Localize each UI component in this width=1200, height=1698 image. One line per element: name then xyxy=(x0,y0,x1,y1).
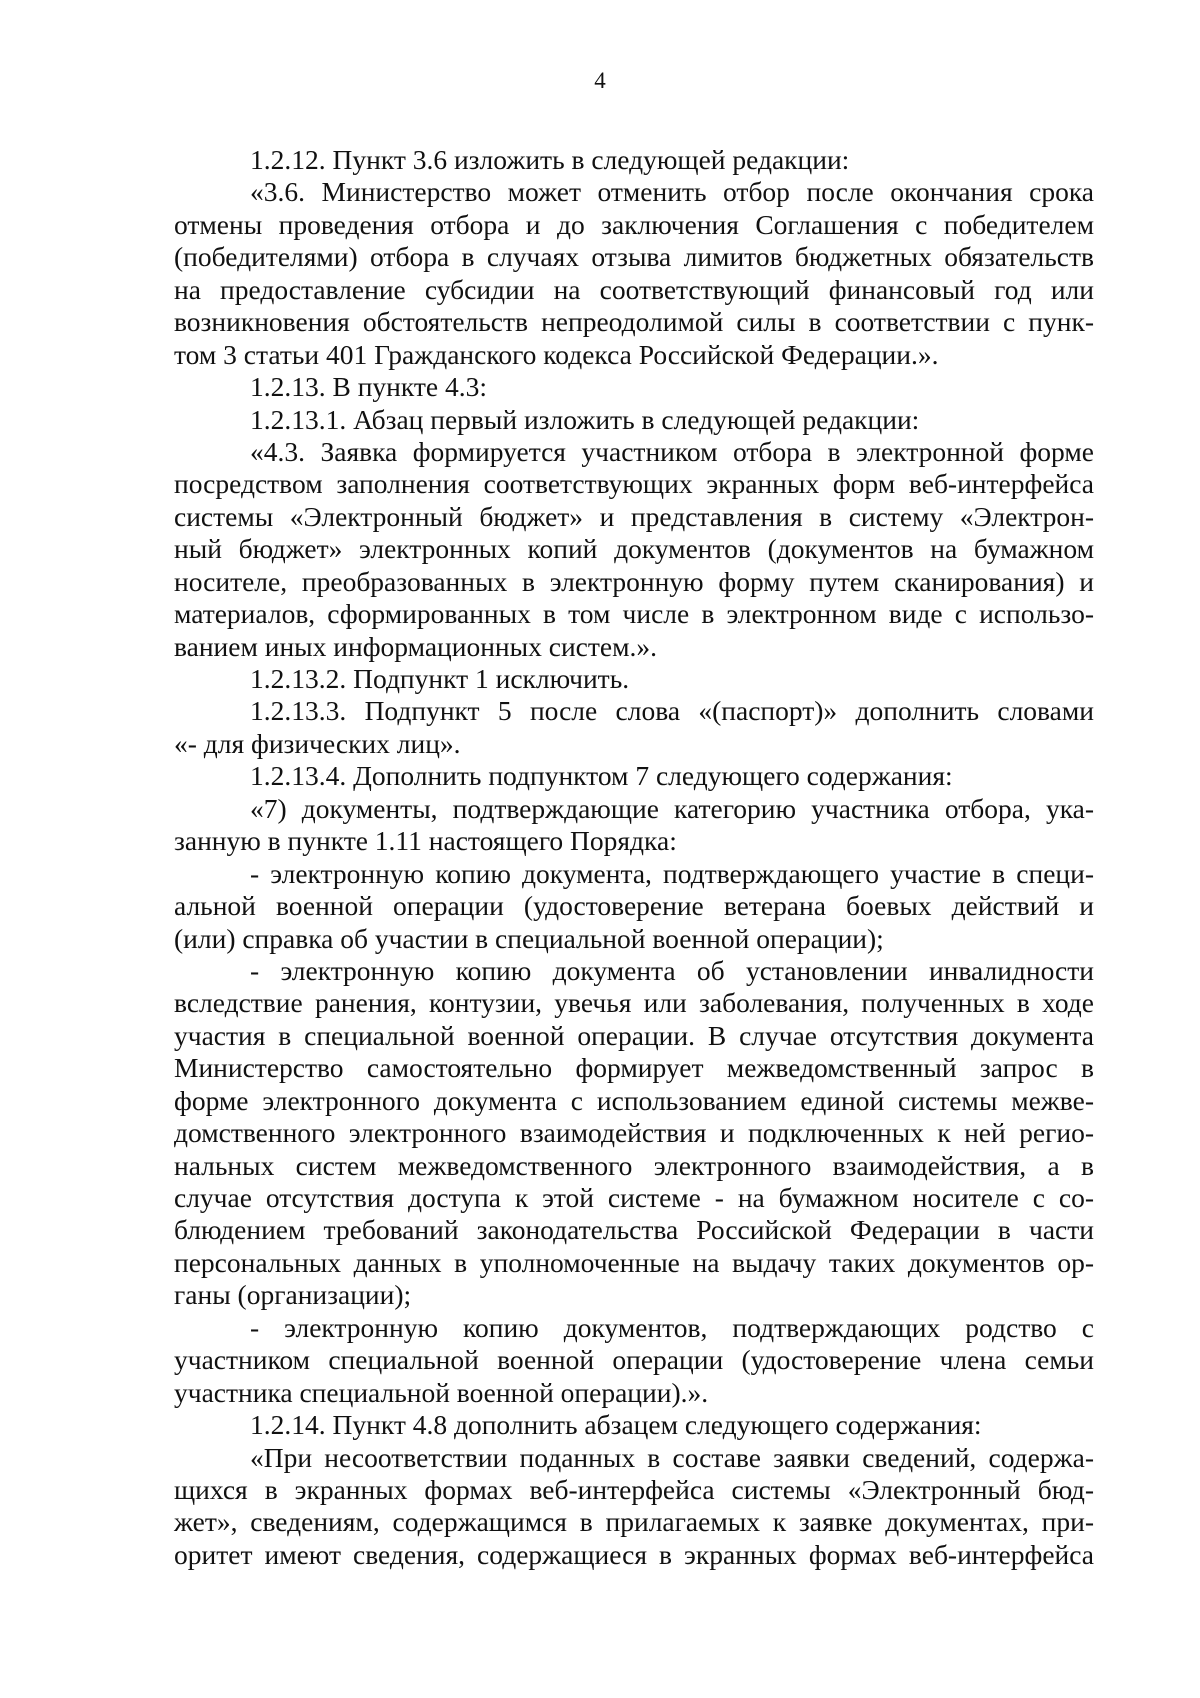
text-line: носителе, преобразованных в электронную форму путем сканирования) и xyxy=(174,565,1094,597)
text-line: 1.2.13.3. Подпункт 5 после слова «(паспорт)» дополнить словами xyxy=(250,695,1094,727)
text-line: участия в специальной военной операции. В случае отсутствия документа xyxy=(174,1019,1094,1051)
text-line: 1.2.12. Пункт 3.6 изложить в следующей редакции: xyxy=(250,144,850,175)
text-line: жет», сведениям, содержащимся в прилагаемых к заявке документах, при- xyxy=(174,1506,1094,1538)
text-line: случае отсутствия доступа к этой системе - на бумажном носителе с со- xyxy=(174,1182,1094,1213)
text-line: «- для физических лиц». xyxy=(174,727,461,759)
text-line: Министерство самостоятельно формирует межведомственный запрос в xyxy=(174,1052,1094,1084)
text-line: «7) документы, подтверждающие категорию участника отбора, ука- xyxy=(250,792,1094,824)
text-line: (или) справка об участии в специальной военной операции); xyxy=(174,922,884,954)
text-line: 1.2.13.4. Дополнить подпунктом 7 следующего содержания: xyxy=(250,760,953,792)
document-body xyxy=(174,144,1094,1571)
text-line: оритет имеют сведения, содержащиеся в экранных формах веб-интерфейса xyxy=(174,1538,1094,1570)
text-line: - электронную копию документа, подтверждающего участие в специ- xyxy=(250,857,1094,889)
text-line: 1.2.13.1. Абзац первый изложить в следующей редакции: xyxy=(250,403,920,435)
text-line: системы «Электронный бюджет» и представления в систему «Электрон- xyxy=(174,500,1094,532)
text-line: «При несоответствии поданных в составе заявки сведений, содержа- xyxy=(250,1441,1094,1473)
text-line: ванием иных информационных систем.». xyxy=(174,630,658,662)
text-line: форме электронного документа с использованием единой системы межве- xyxy=(174,1084,1094,1116)
text-line: 1.2.14. Пункт 4.8 дополнить абзацем следующего содержания: xyxy=(250,1409,982,1441)
text-line: отмены проведения отбора и до заключения Соглашения с победителем xyxy=(174,208,1094,240)
text-line: щихся в экранных формах веб-интерфейса системы «Электронный бюд- xyxy=(174,1473,1094,1505)
text-line: 1.2.13.2. Подпункт 1 исключить. xyxy=(250,663,630,694)
text-line: на предоставление субсидии на соответствующий финансовый год или xyxy=(174,273,1094,305)
text-line: - электронную копию документа об установлении инвалидности xyxy=(250,954,1094,986)
text-line: участником специальной военной операции (удостоверение члена семьи xyxy=(174,1344,1094,1376)
text-line: (победителями) отбора в случаях отзыва лимитов бюджетных обязательств xyxy=(174,241,1094,273)
page-number: 4 xyxy=(594,68,606,93)
text-line: - электронную копию документов, подтверждающих родство с xyxy=(250,1311,1094,1343)
text-line: «3.6. Министерство может отменить отбор после окончания срока xyxy=(250,176,1094,208)
text-line: возникновения обстоятельств непреодолимой силы в соответствии с пунк- xyxy=(174,306,1094,338)
text-line: «4.3. Заявка формируется участником отбора в электронной форме xyxy=(250,435,1094,467)
text-line: нальных систем межведомственного электронного взаимодействия, а в xyxy=(174,1149,1094,1181)
text-line: домственного электронного взаимодействия и подключенных к ней регио- xyxy=(174,1117,1094,1149)
text-line: блюдением требований законодательства Российской Федерации в части xyxy=(174,1214,1094,1246)
text-line: занную в пункте 1.11 настоящего Порядка: xyxy=(174,825,677,857)
text-line: участника специальной военной операции).». xyxy=(174,1376,709,1408)
text-line: ный бюджет» электронных копий документов (документов на бумажном xyxy=(174,533,1094,565)
text-line: вследствие ранения, контузии, увечья или заболевания, полученных в ходе xyxy=(174,987,1094,1019)
text-line: материалов, сформированных в том числе в электронном виде с использо- xyxy=(174,598,1094,630)
text-line: том 3 статьи 401 Гражданского кодекса Российской Федерации.». xyxy=(174,338,939,370)
text-line: персональных данных в уполномоченные на выдачу таких документов ор- xyxy=(174,1246,1094,1278)
text-line: альной военной операции (удостоверение ветерана боевых действий и xyxy=(174,890,1094,922)
text-line: ганы (организации); xyxy=(174,1279,412,1311)
text-line: 1.2.13. В пункте 4.3: xyxy=(250,371,488,403)
text-line: посредством заполнения соответствующих экранных форм веб-интерфейса xyxy=(174,468,1094,500)
